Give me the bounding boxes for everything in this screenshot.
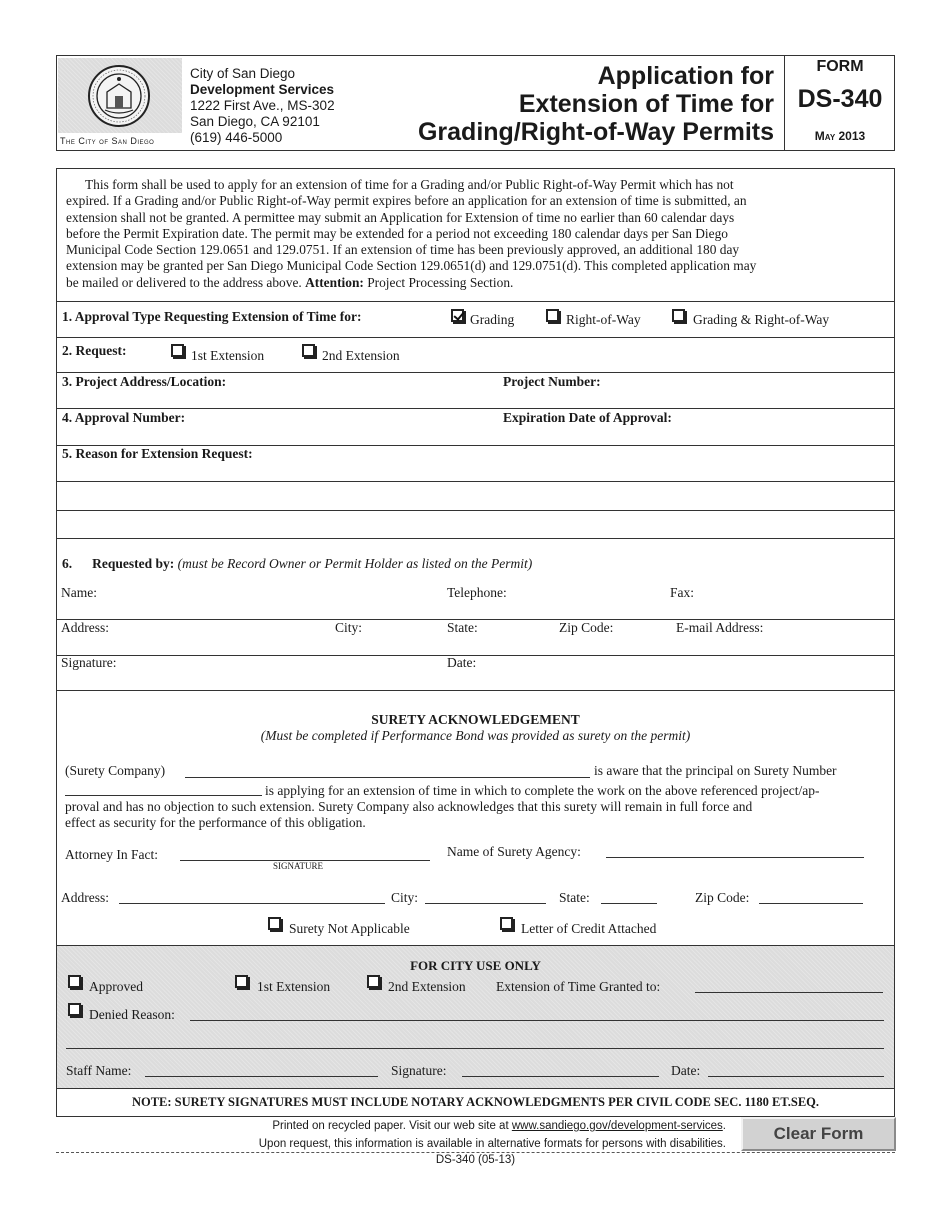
granted-to-field[interactable] xyxy=(695,992,883,993)
surety-agency-label: Name of Surety Agency: xyxy=(447,844,581,859)
approval-number-label: 4. Approval Number: xyxy=(62,410,186,425)
project-number-label: Project Number: xyxy=(503,374,601,389)
date-label: Date: xyxy=(447,655,477,670)
reason-line[interactable] xyxy=(56,538,895,539)
reason-line[interactable] xyxy=(56,510,895,511)
intro-line: This form shall be used to apply for an extension of time for a Grading and/or Public Right-of-Way Permit which has not xyxy=(85,177,734,192)
form-date: May 2013 xyxy=(814,129,866,143)
granted-to-label: Extension of Time Granted to: xyxy=(496,979,661,994)
address-line: City of San Diego xyxy=(190,66,296,81)
form-label: FORM xyxy=(816,58,864,75)
first-extension-checkbox[interactable] xyxy=(171,344,184,357)
surety-state-label: State: xyxy=(559,890,590,905)
form-number: DS-340 xyxy=(797,85,883,113)
department-address xyxy=(190,66,335,146)
title-line: Extension of Time for xyxy=(518,90,774,118)
zip-label: Zip Code: xyxy=(559,620,614,635)
city-use-title: FOR CITY USE ONLY xyxy=(410,958,541,973)
address-label: Address: xyxy=(61,620,109,635)
surety-aware-text: is aware that the principal on Surety Number xyxy=(594,763,837,778)
surety-city-label: City: xyxy=(391,890,419,905)
approved-checkbox[interactable] xyxy=(68,975,81,988)
surety-agency-field[interactable] xyxy=(606,857,864,858)
intro-line: be mailed or delivered to the address above. Attention: Project Processing Section. xyxy=(66,274,514,290)
city-first-extension-label: 1st Extension xyxy=(257,979,331,994)
surety-company-field[interactable] xyxy=(185,777,590,778)
surety-subtitle: (Must be completed if Performance Bond was provided as surety on the permit) xyxy=(260,728,691,743)
surety-text-line: is applying for an extension of time in which to complete the work on the above referenced project/ap- xyxy=(265,783,820,798)
denied-reason-field[interactable] xyxy=(66,1048,884,1049)
letter-of-credit-checkbox[interactable] xyxy=(500,917,513,930)
grading-checkbox[interactable] xyxy=(451,309,464,322)
city-signature-field[interactable] xyxy=(462,1076,659,1077)
surety-zip-label: Zip Code: xyxy=(695,890,750,905)
intro-paragraph xyxy=(66,177,888,291)
right-of-way-checkbox[interactable] xyxy=(546,309,559,322)
city-seal-logo xyxy=(87,64,151,128)
letter-of-credit-label: Letter of Credit Attached xyxy=(521,921,657,936)
city-label: City: xyxy=(335,620,363,635)
seal-caption: The City of San Diego xyxy=(60,136,155,146)
name-label: Name: xyxy=(61,585,97,600)
intro-line: extension shall not be granted. A permittee may submit an Application for Extension of time no earlier than 60 calendar days xyxy=(66,209,735,225)
divider xyxy=(56,408,895,409)
city-date-field[interactable] xyxy=(708,1076,884,1077)
email-label: E-mail Address: xyxy=(676,620,764,635)
clear-form-button[interactable]: Clear Form xyxy=(741,1117,896,1151)
intro-line: Municipal Code Section 129.0651 and 129.0751. If an extension of time has been previously approved, an additional 180 day xyxy=(66,242,740,258)
project-address-label: 3. Project Address/Location: xyxy=(62,374,227,389)
city-signature-label: Signature: xyxy=(391,1063,447,1078)
footer-text xyxy=(150,1117,726,1153)
title-line: Application for xyxy=(597,62,774,90)
signature-label: Signature: xyxy=(61,655,117,670)
surety-address-field[interactable] xyxy=(119,903,385,904)
form-code: DS-340 (05-13) xyxy=(435,1154,516,1166)
divider xyxy=(56,337,895,338)
form-title xyxy=(360,62,774,146)
denied-reason-label: Denied Reason: xyxy=(89,1007,175,1022)
address-line: Development Services xyxy=(190,82,335,97)
title-line: Grading/Right-of-Way Permits xyxy=(417,118,774,146)
expiration-date-label: Expiration Date of Approval: xyxy=(503,410,672,425)
surety-number-field[interactable] xyxy=(65,795,262,796)
grading-label: Grading xyxy=(470,312,515,327)
city-first-extension-checkbox[interactable] xyxy=(235,975,248,988)
footer-line: Upon request, this information is available in alternative formats for persons with disabilities. xyxy=(258,1138,726,1150)
staff-name-field[interactable] xyxy=(145,1076,378,1077)
address-line: 1222 First Ave., MS-302 xyxy=(190,98,335,113)
surety-address-label: Address: xyxy=(61,890,109,905)
surety-not-applicable-label: Surety Not Applicable xyxy=(289,921,410,936)
surety-state-field[interactable] xyxy=(601,903,657,904)
website-link[interactable]: www.sandiego.gov/development-services xyxy=(511,1120,723,1132)
second-extension-checkbox[interactable] xyxy=(302,344,315,357)
state-label: State: xyxy=(447,620,478,635)
intro-line: expired. If a Grading and/or Public Right-of-Way permit expires before an application for an extension of time is submitted, an xyxy=(66,193,747,209)
footer-line: Printed on recycled paper. Visit our web site at www.sandiego.gov/development-services. xyxy=(272,1120,726,1132)
address-line: San Diego, CA 92101 xyxy=(190,114,320,129)
surety-city-field[interactable] xyxy=(425,903,546,904)
address-line: (619) 446-5000 xyxy=(190,130,283,145)
first-extension-label: 1st Extension xyxy=(191,348,265,363)
requested-by-heading: 6. Requested by: (must be Record Owner or Permit Holder as listed on the Permit) xyxy=(62,556,533,571)
surety-text-line: effect as security for the performance of this obligation. xyxy=(65,815,366,830)
divider xyxy=(56,372,895,373)
divider xyxy=(56,301,895,302)
intro-line: extension may be granted per San Diego Municipal Code Section 129.0651(d) and 129.0751(d). This completed application may xyxy=(66,258,757,274)
city-date-label: Date: xyxy=(671,1063,701,1078)
surety-zip-field[interactable] xyxy=(759,903,863,904)
reason-label: 5. Reason for Extension Request: xyxy=(62,446,253,461)
reason-line[interactable] xyxy=(56,481,895,482)
fax-label: Fax: xyxy=(670,585,695,600)
footer-rule xyxy=(56,1152,895,1153)
divider xyxy=(56,1088,895,1089)
intro-line: before the Permit Expiration date. The permit may be extended for a period not exceeding 180 calendar days per San Diego xyxy=(66,225,728,241)
divider xyxy=(56,690,895,691)
denied-reason-field[interactable] xyxy=(190,1020,884,1021)
telephone-label: Telephone: xyxy=(447,585,507,600)
grading-and-right-of-way-label: Grading & Right-of-Way xyxy=(693,312,830,327)
right-of-way-label: Right-of-Way xyxy=(566,312,641,327)
surety-not-applicable-checkbox[interactable] xyxy=(268,917,281,930)
notary-note: NOTE: SURETY SIGNATURES MUST INCLUDE NOTARY ACKNOWLEDGMENTS PER CIVIL CODE SEC. 1180 ET.SEQ. xyxy=(131,1095,820,1109)
grading-and-right-of-way-checkbox[interactable] xyxy=(672,309,685,322)
denied-checkbox[interactable] xyxy=(68,1003,81,1016)
surety-company-label: (Surety Company) xyxy=(65,763,166,778)
second-extension-label: 2nd Extension xyxy=(322,348,400,363)
attorney-label: Attorney In Fact: xyxy=(65,847,158,862)
signature-caption: SIGNATURE xyxy=(273,861,324,871)
surety-title: SURETY ACKNOWLEDGEMENT xyxy=(371,712,580,727)
approved-label: Approved xyxy=(89,979,143,994)
section2-label: 2. Request: xyxy=(62,343,127,358)
city-second-extension-checkbox[interactable] xyxy=(367,975,380,988)
city-second-extension-label: 2nd Extension xyxy=(388,979,466,994)
staff-name-label: Staff Name: xyxy=(66,1063,132,1078)
surety-text-line: proval and has no objection to such extension. Surety Company also acknowledges that this surety will remain in full force and xyxy=(65,799,753,814)
header-divider xyxy=(784,55,785,151)
section1-label: 1. Approval Type Requesting Extension of Time for: xyxy=(62,309,362,324)
